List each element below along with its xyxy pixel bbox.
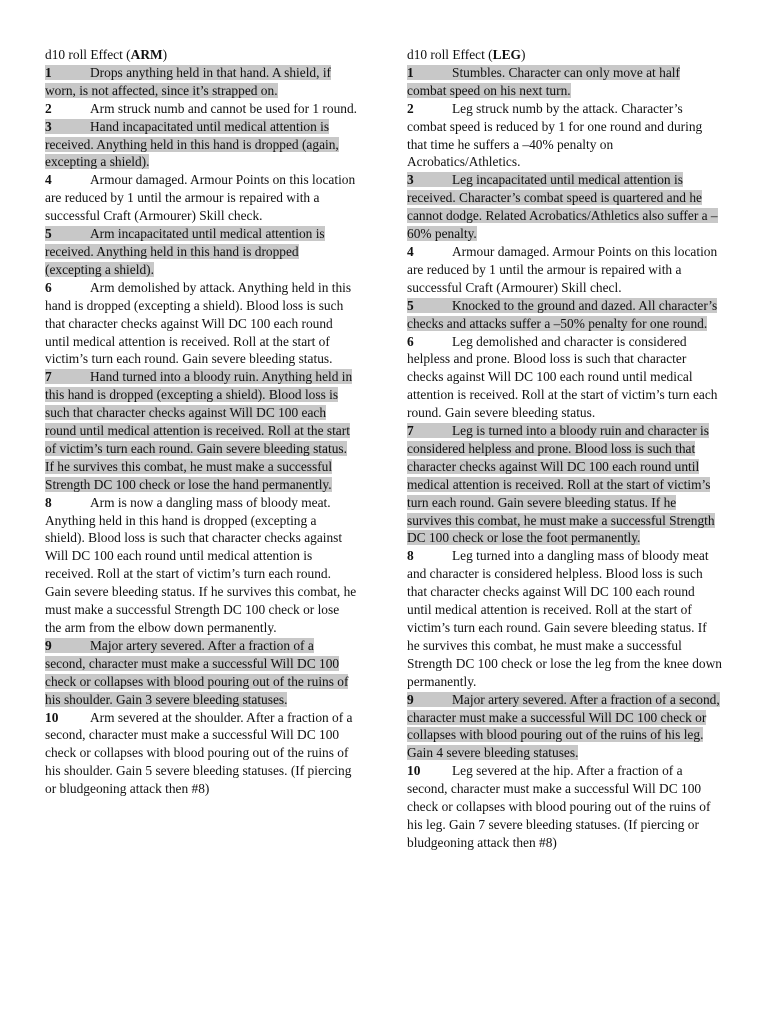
effect-text: Arm is now a dangling mass of bloody meat. Anything held in this hand is dropped (excepting a shield). Blood loss is such that character checks against Will DC 100 each round until medical attention is received. Roll at the start of victim’s turn each round. Gain severe bleeding status. If he survives this combat, he must make a successful Strength DC 100 check or lose the arm from the elbow down permanently. bbox=[45, 494, 357, 635]
leg-entry bbox=[407, 243, 722, 297]
heading-location: LEG bbox=[492, 47, 521, 62]
roll-number: 10 bbox=[45, 709, 59, 725]
effect-text: Leg demolished and character is considered helpless and prone. Blood loss is such that character checks against Will DC 100 each round until medical attention is received. Roll at the start of victim’s turn each round. Gain severe bleeding status. bbox=[407, 333, 718, 421]
roll-number: 1 bbox=[407, 64, 414, 80]
roll-number: 6 bbox=[407, 333, 414, 349]
arm-table bbox=[45, 46, 357, 798]
roll-number: 8 bbox=[407, 548, 414, 564]
arm-entry bbox=[45, 494, 357, 637]
roll-number: 5 bbox=[407, 297, 414, 313]
arm-entry bbox=[45, 637, 357, 709]
effect-text: Major artery severed. After a fraction of a second, character must make a successful Will DC 100 check or collapses with blood pouring out of the ruins of his leg. Gain 4 severe bleeding statuses. bbox=[407, 691, 720, 761]
effect-text: Leg incapacitated until medical attention is received. Character’s combat speed is quartered and he cannot dodge. Related Acrobatics/Athletics also suffer a –60% penalty. bbox=[407, 172, 718, 242]
roll-number: 1 bbox=[45, 64, 52, 80]
roll-number: 6 bbox=[45, 279, 52, 295]
effect-text: Leg severed at the hip. After a fraction of a second, character must make a successful Will DC 100 check or collapses with blood pouring out of the ruins of his leg. Gain 7 severe bleeding statuses. (If piercing or bludgeoning attack then #8) bbox=[407, 763, 711, 850]
leg-entry bbox=[407, 297, 722, 333]
effect-text: Hand turned into a bloody ruin. Anything held in this hand is dropped (excepting a shield). Blood loss is such that character checks against Will DC 100 each round until medical attention is received. Roll at the start of victim’s turn each round. Gain severe bleeding status. If he survives this combat, he must make a successful Strength DC 100 check or lose the hand permanently. bbox=[45, 369, 353, 492]
arm-entry bbox=[45, 100, 357, 118]
arm-table-heading bbox=[45, 46, 357, 64]
effect-text: Leg is turned into a bloody ruin and character is considered helpless and prone. Blood loss is such that character checks against Will DC 100 each round until medical attention is received. Roll at the start of victim’s turn each round. Gain severe bleeding status. If he survives this combat, he must make a successful Strength DC 100 check or lose the foot permanently. bbox=[407, 423, 715, 546]
leg-table bbox=[407, 46, 722, 852]
roll-number: 2 bbox=[407, 100, 414, 116]
effect-text: Leg turned into a dangling mass of bloody meat and character is considered helpless. Blood loss is such that character checks against Will DC 100 each round until medical attention is received. Roll at the start of victim’s turn each round. Gain severe bleeding status. If he survives this combat, he must make a successful Strength DC 100 check or lose the leg from the knee down permanently. bbox=[407, 548, 722, 689]
leg-entry bbox=[407, 691, 722, 763]
arm-entry bbox=[45, 709, 357, 799]
arm-entry bbox=[45, 64, 357, 100]
arm-entry bbox=[45, 171, 357, 225]
roll-number: 9 bbox=[407, 691, 414, 707]
effect-text: Armour damaged. Armour Points on this location are reduced by 1 until the armour is repaired with a successful Craft (Armourer) Skill checl. bbox=[407, 243, 718, 295]
roll-number: 9 bbox=[45, 637, 52, 653]
effect-text: Major artery severed. After a fraction of a second, character must make a successful Will DC 100 check or collapses with blood pouring out of the ruins of his shoulder. Gain 3 severe bleeding statuses. bbox=[45, 637, 349, 707]
leg-entry bbox=[407, 762, 722, 852]
roll-number: 7 bbox=[407, 423, 414, 439]
effect-text: Hand incapacitated until medical attention is received. Anything held in this hand is dropped (again, excepting a shield). bbox=[45, 118, 339, 170]
heading-prefix: d10 roll Effect ( bbox=[45, 47, 131, 62]
heading-suffix: ) bbox=[162, 47, 168, 62]
roll-number: 7 bbox=[45, 369, 52, 385]
roll-number: 8 bbox=[45, 494, 52, 510]
leg-entry bbox=[407, 64, 722, 100]
roll-number: 5 bbox=[45, 226, 52, 242]
effect-text: Leg struck numb by the attack. Character’s combat speed is reduced by 1 for one round and during that time he suffers a –40% penalty on Acrobatics/Athletics. bbox=[407, 100, 703, 170]
effect-text: Armour damaged. Armour Points on this location are reduced by 1 until the armour is repaired with a successful Craft (Armourer) Skill check. bbox=[45, 172, 356, 224]
leg-entry bbox=[407, 422, 722, 547]
effect-text: Arm severed at the shoulder. After a fraction of a second, character must make a successful Will DC 100 check or collapses with blood pouring out of the ruins of his shoulder. Gain 5 severe bleeding statuses. (If piercing or bludgeoning attack then #8) bbox=[45, 709, 353, 797]
roll-number: 4 bbox=[407, 243, 414, 259]
heading-prefix: d10 roll Effect ( bbox=[407, 47, 493, 62]
arm-entry bbox=[45, 279, 357, 369]
leg-entry bbox=[407, 547, 722, 690]
leg-entry bbox=[407, 171, 722, 243]
heading-suffix: ) bbox=[520, 47, 526, 62]
arm-entry bbox=[45, 368, 357, 493]
effect-text: Drops anything held in that hand. A shield, if worn, is not affected, since it’s strapped on. bbox=[45, 64, 332, 98]
arm-entry bbox=[45, 225, 357, 279]
arm-entry bbox=[45, 118, 357, 172]
roll-number: 3 bbox=[407, 172, 414, 188]
effect-text: Stumbles. Character can only move at half combat speed on his next turn. bbox=[407, 64, 680, 98]
leg-entry bbox=[407, 100, 722, 172]
effect-text: Arm struck numb and cannot be used for 1 round. bbox=[90, 100, 358, 116]
roll-number: 4 bbox=[45, 172, 52, 188]
roll-number: 2 bbox=[45, 100, 52, 116]
leg-table-heading bbox=[407, 46, 722, 64]
heading-location: ARM bbox=[130, 47, 163, 62]
effect-text: Knocked to the ground and dazed. All character’s checks and attacks suffer a –50% penalty for one round. bbox=[407, 297, 718, 331]
effect-text: Arm incapacitated until medical attention is received. Anything held in this hand is dropped (excepting a shield). bbox=[45, 226, 325, 277]
roll-number: 10 bbox=[407, 763, 421, 779]
effect-text: Arm demolished by attack. Anything held in this hand is dropped (excepting a shield). Blood loss is such that character checks against Will DC 100 each round until medical attention is received. Roll at the start of victim’s turn each round. Gain severe bleeding status. bbox=[45, 279, 352, 367]
roll-number: 3 bbox=[45, 118, 52, 134]
leg-entry bbox=[407, 333, 722, 423]
